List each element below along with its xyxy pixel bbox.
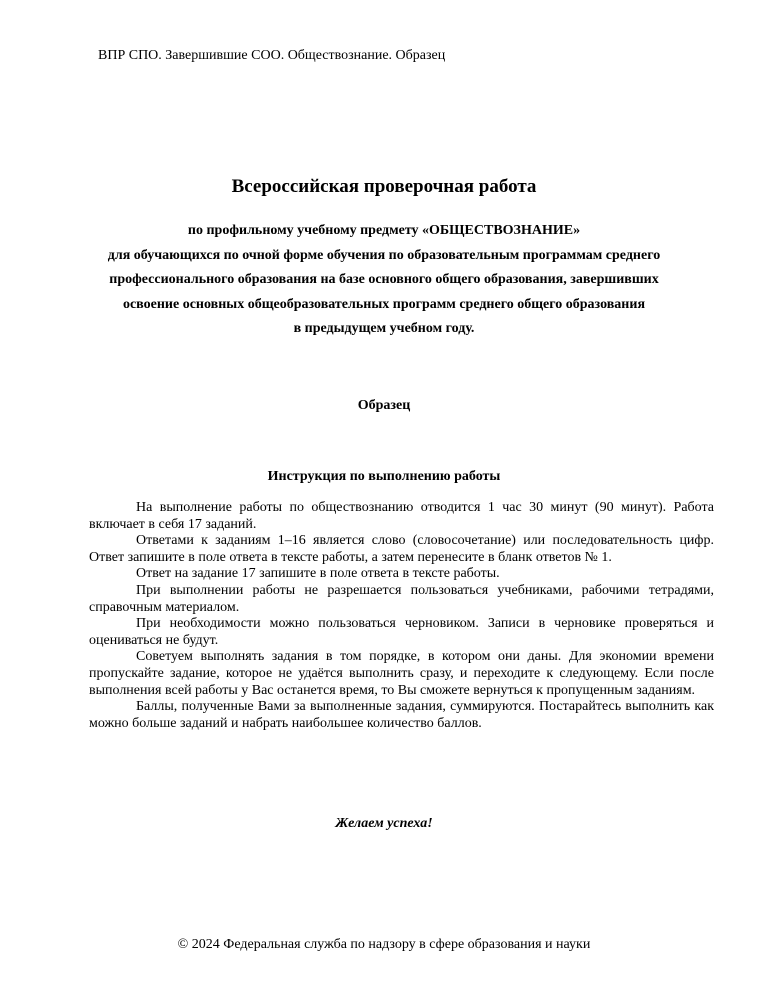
subtitle-line: в предыдущем учебном году. [293,321,475,336]
copyright-footer: © 2024 Федеральная служба по надзору в сфере образования и науки [177,937,591,952]
instruction-paragraph: Ответами к заданиям 1–16 является слово (словосочетание) или последовательность цифр. Ответ запишите в поле ответа в тексте работы, а затем перенесите в бланк ответов № 1. [89,533,714,565]
instruction-paragraph: Советуем выполнять задания в том порядке, в котором они даны. Для экономии времени пропускайте задание, которое не удаётся выполнить сразу, и переходите к следующему. Если после выполнения всей работы у Вас останется время, то Вы сможете вернуться к пропущенным заданиям. [89,649,714,698]
instruction-paragraph: На выполнение работы по обществознанию отводится 1 час 30 минут (90 минут). Работа включает в себя 17 заданий. [89,500,714,532]
instructions-heading: Инструкция по выполнению работы [267,469,501,484]
sample-label: Образец [357,398,411,413]
instruction-paragraph: Баллы, полученные Вами за выполненные задания, суммируются. Постарайтесь выполнить как можно больше заданий и набрать наибольшее количество баллов. [89,699,714,731]
instruction-paragraph: При выполнении работы не разрешается пользоваться учебниками, рабочими тетрадями, справочным материалом. [89,582,714,615]
closing-wish: Желаем успеха! [335,816,433,831]
instruction-paragraph: Ответ на задание 17 запишите в поле ответа в тексте работы. [136,566,500,582]
document-title: Всероссийская проверочная работа [231,176,537,197]
subtitle-line: освоение основных общеобразовательных программ среднего общего образования [122,296,646,312]
subtitle-line: по профильному учебному предмету «ОБЩЕСТВОЗНАНИЕ» [187,223,581,238]
document-subtitle [60,219,708,342]
instruction-paragraph: При необходимости можно пользоваться черновиком. Записи в черновике проверяться и оцениваться не будут. [89,616,714,648]
subtitle-line: для обучающихся по очной форме обучения по образовательным программам среднего [107,247,661,263]
running-header: ВПР СПО. Завершившие СОО. Обществознание. Образец [98,48,446,63]
instructions-body [89,500,714,732]
subtitle-line: профессионального образования на базе основного общего образования, завершивших [109,272,659,287]
